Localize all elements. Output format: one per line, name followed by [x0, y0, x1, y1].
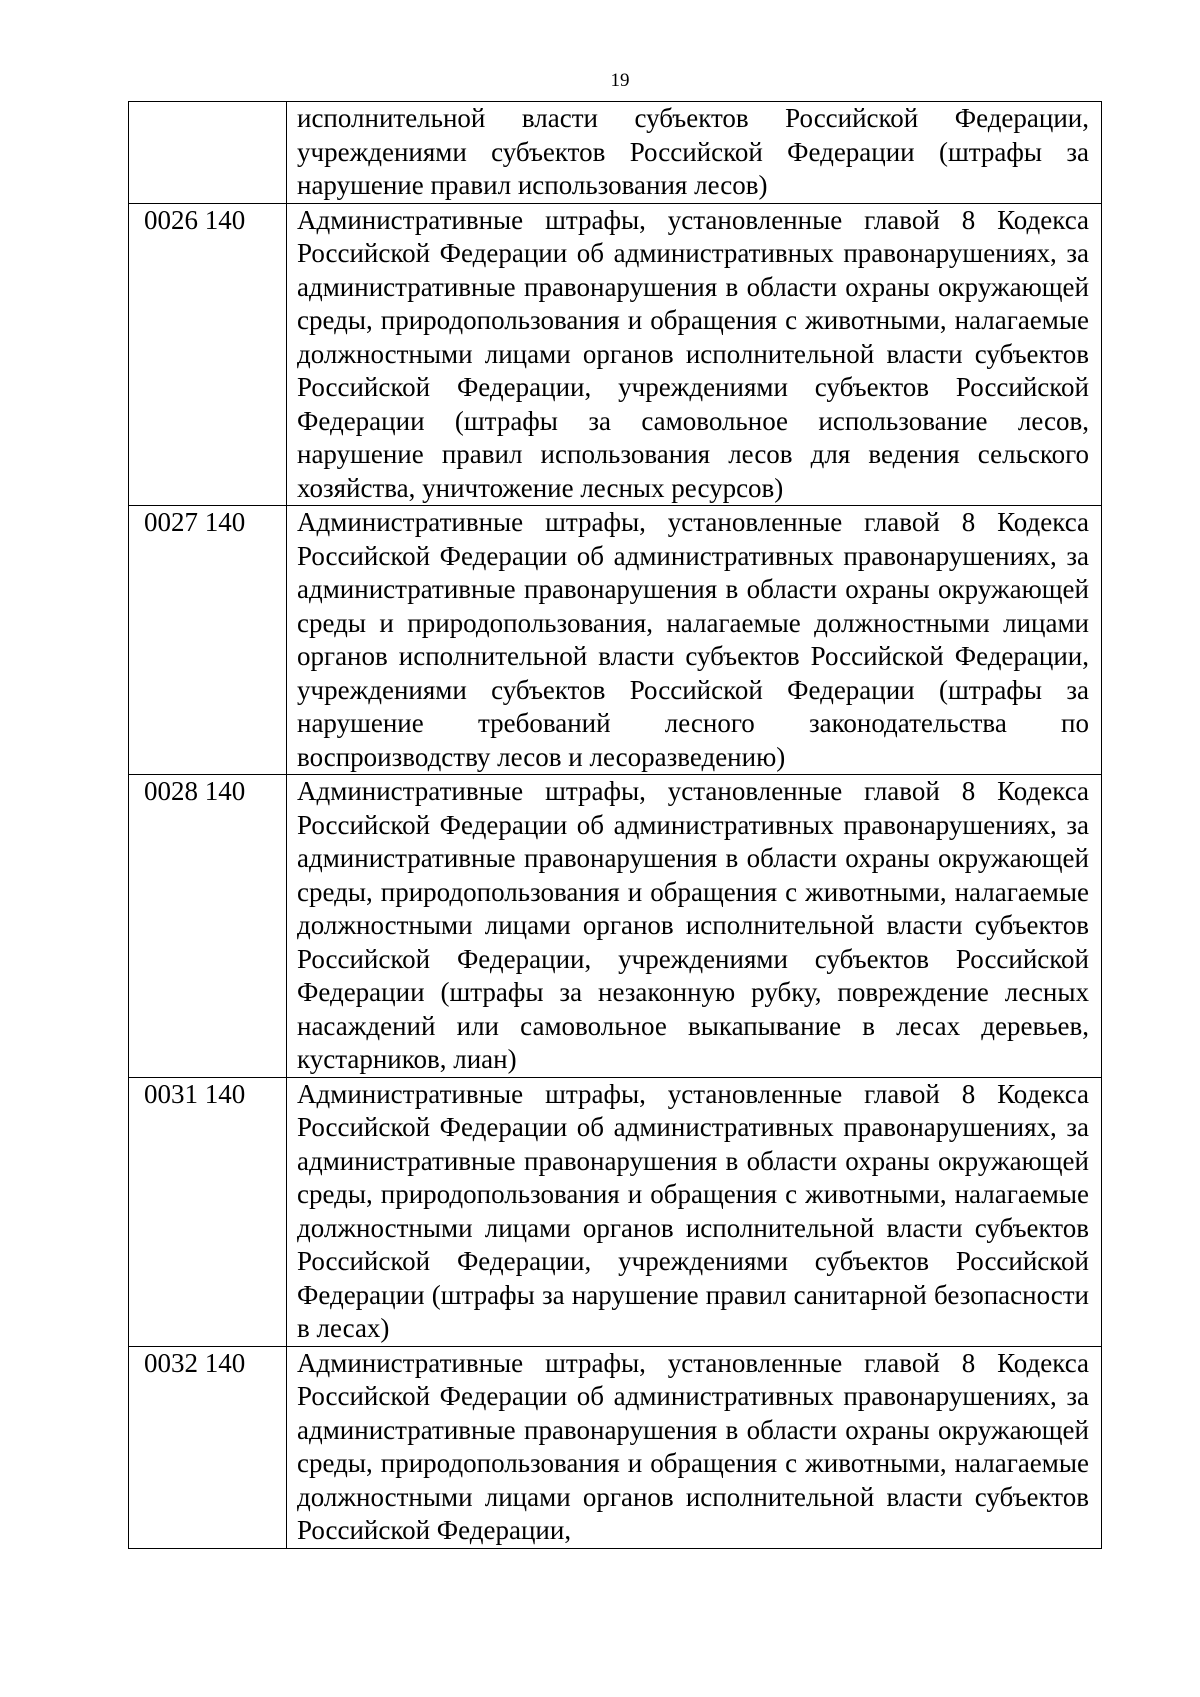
table-row — [129, 203, 1102, 506]
budget-code-table — [128, 101, 1102, 1549]
table-row — [129, 506, 1102, 775]
description-cell: Административные штрафы, установленные главой 8 Кодекса Российской Федерации об административных правонарушениях, за административные правонарушения в области охраны окружающей среды, природопользования и обращения с животными, налагаемые должностными лицами органов исполнительной власти субъектов Российской Федерации, учреждениями субъектов Российской Федерации (штрафы за нарушение правил санитарной безопасности в лесах) — [287, 1077, 1102, 1346]
description-cell: Административные штрафы, установленные главой 8 Кодекса Российской Федерации об административных правонарушениях, за административные правонарушения в области охраны окружающей среды, природопользования и обращения с животными, налагаемые должностными лицами органов исполнительной власти субъектов Российской Федерации, — [287, 1346, 1102, 1548]
description-cell: Административные штрафы, установленные главой 8 Кодекса Российской Федерации об административных правонарушениях, за административные правонарушения в области охраны окружающей среды, природопользования и обращения с животными, налагаемые должностными лицами органов исполнительной власти субъектов Российской Федерации, учреждениями субъектов Российской Федерации (штрафы за самовольное использование лесов, нарушение правил использования лесов для ведения сельского хозяйства, уничтожение лесных ресурсов) — [287, 203, 1102, 506]
income-code-cell: 0032 140 — [129, 1346, 287, 1548]
table-row — [129, 775, 1102, 1078]
income-code-cell: 0031 140 — [129, 1077, 287, 1346]
income-code-cell: 0028 140 — [129, 775, 287, 1078]
income-code-cell — [129, 102, 287, 204]
income-code-cell: 0026 140 — [129, 203, 287, 506]
income-code-cell: 0027 140 — [129, 506, 287, 775]
table-row — [129, 1077, 1102, 1346]
table-row — [129, 1346, 1102, 1548]
description-cell: Административные штрафы, установленные главой 8 Кодекса Российской Федерации об административных правонарушениях, за административные правонарушения в области охраны окружающей среды, природопользования и обращения с животными, налагаемые должностными лицами органов исполнительной власти субъектов Российской Федерации, учреждениями субъектов Российской Федерации (штрафы за незаконную рубку, повреждение лесных насаждений или самовольное выкапывание в лесах деревьев, кустарников, лиан) — [287, 775, 1102, 1078]
description-cell: Административные штрафы, установленные главой 8 Кодекса Российской Федерации об административных правонарушениях, за административные правонарушения в области охраны окружающей среды и природопользования, налагаемые должностными лицами органов исполнительной власти субъектов Российской Федерации, учреждениями субъектов Российской Федерации (штрафы за нарушение требований лесного законодательства по воспроизводству лесов и лесоразведению) — [287, 506, 1102, 775]
description-cell: исполнительной власти субъектов Российской Федерации, учреждениями субъектов Российской Федерации (штрафы за нарушение правил использования лесов) — [287, 102, 1102, 204]
page-number: 19 — [610, 70, 630, 91]
table-row — [129, 102, 1102, 204]
